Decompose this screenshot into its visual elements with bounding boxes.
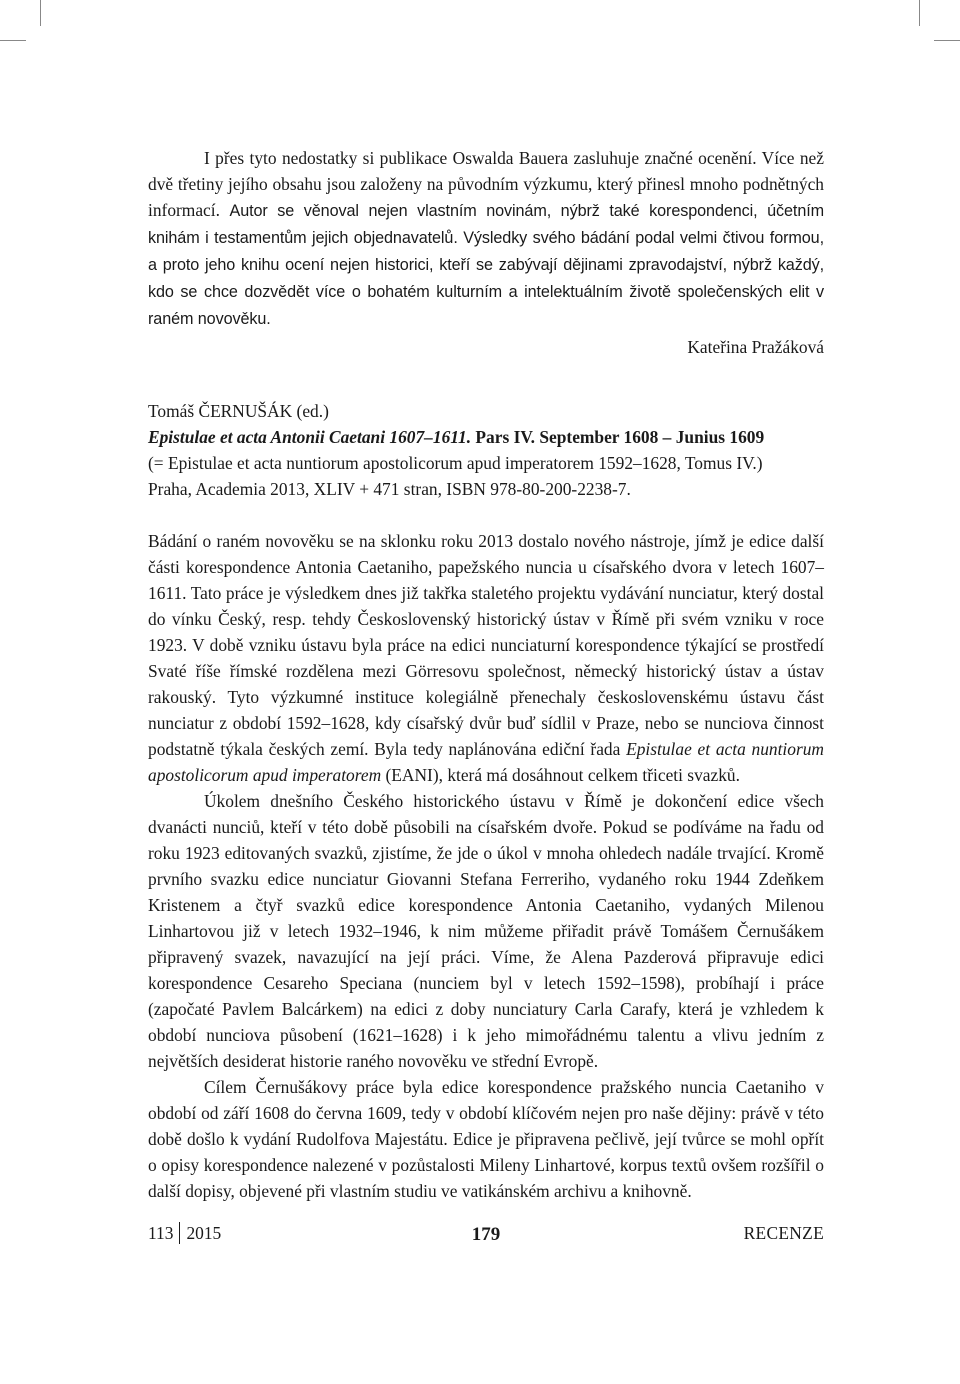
review-paragraph-2: Úkolem dnešního Českého historického ústavu v Římě je dokončení edice všech dvanácti nunciů, kteří v této době působili na císařském dvoře. Pokud se podíváme na řadu od roku 1923 editovaných svazků, zjistíme, že jde o úkol v mnoha ohledech nadále trvající. Kromě prvního svazku edice nunciatur Giovanni Stefana Ferreriho, vydaného roku 1944 Zdeňkem Kristenem a čtyř svazků edice korespondence Antonia Caetaniho, vydaných Milenou Linhartovou již v letech 1932–1946, k nim můžeme přiřadit právě Tomášem Černušákem připravený svazek, navazující na její práci. Víme, že Alena Pazderová připravuje edici korespondence Cesareho Speciana (nunciem byl v letech 1592–1598), probíhají i práce (započaté Pavlem Balcárkem) na edici z doby nunciatury Carla Carafy, která je vzhledem k období nunciova působení (1621–1628) i k jeho mimořádnému talentu a vlivu jedním z největších desiderat historie raného novověku ve střední Evropě. <box>148 791 824 1071</box>
bib-title-italic: Epistulae et acta Antonii Caetani 1607–1611. <box>148 427 472 447</box>
review-paragraph-1 <box>148 528 824 788</box>
crop-mark-top-left-vertical <box>40 0 41 26</box>
bib-series: (= Epistulae et acta nuntiorum apostolicorum apud imperatorem 1592–1628, Tomus IV.) <box>148 453 763 473</box>
bib-editor: Tomáš ČERNUŠÁK (ed.) <box>148 401 329 421</box>
reviewer-signature: Kateřina Pražáková <box>687 337 824 357</box>
review-paragraph-3: Cílem Černušákovy práce byla edice korespondence pražského nuncia Caetaniho v období od září 1608 do června 1609, tedy v období klíčovém nejen pro naše dějiny: právě v této době došlo k vydání Rudolfova Majestátu. Edice je připravena pečlivě, její tvůrce se mohl opřít o opisy korespondence nalezené v pozůstalosti Mileny Linhartové, korpus textů ovšem rozšířil o další dopisy, objevené při vlastním studiu ve vatikánském archivu a knihovně. <box>148 1077 824 1201</box>
intro-paragraph <box>148 145 824 332</box>
page-number: 179 <box>471 1224 501 1245</box>
review-p1-end: (EANI), která má dosáhnout celkem třiceti svazků. <box>381 765 740 785</box>
page-body <box>148 145 824 1204</box>
crop-mark-top-right-horizontal <box>934 40 960 41</box>
bib-title <box>148 424 824 450</box>
footer-year: 2015 <box>186 1223 222 1243</box>
intro-sans-text: Autor se věnoval nejen vlastním novinám, nýbrž také korespondenci, účetním knihám i testamentům jejich objednavatelů. Výsledky svého bádání podal velmi čtivou formou, a proto jeho knihu ocení nejen historici, kteří se zabývají dějinami zpravodajství, nýbrž každý, kdo se chce dozvědět více o bohatém kulturním a intelektuálním životě společenských elit v raném novověku. <box>148 202 825 328</box>
review-p1-text: Bádání o raném novověku se na sklonku roku 2013 dostalo nového nástroje, jímž je edice další části korespondence Antonia Caetaniho, papežského nuncia u císařského dvora v letech 1607–1611. Tato práce je výsledkem dnes již takřka staletého projektu vydávání nunciatur, který dostal do vínku Český, resp. tehdy Československý historický ústav v Římě při svém vzniku v roce 1923. V době vzniku ústavu byla práce na edici nunciaturní korespondence týkající se prostředí Svaté říše římské rozdělena mezi Görresovu společnost, německý historický ústav a ústav rakouský. Tyto výzkumné instituce kolegiálně přenechaly československému ústavu část nunciatur z období 1592–1628, kdy císařský dvůr buď sídlil v Praze, nebo se nunciova činnost podstatně týkala českých zemí. Byla tedy naplánována ediční řada <box>148 531 824 759</box>
review-p1-italic: Epistulae et acta nuntiorum apostolicorum apud imperatorem <box>148 739 824 785</box>
intro-serif-text: I přes tyto nedostatky si publikace Oswalda Bauera zasluhuje značné ocenění. Více než dvě třetiny jejího obsahu jsou založeny na původním výzkumu, který přinesl mnoho podnětných informací. <box>148 148 824 220</box>
review-text <box>148 528 824 1204</box>
crop-mark-top-left-horizontal <box>0 40 26 41</box>
page-footer <box>148 1216 824 1246</box>
bibliographic-entry <box>148 398 824 502</box>
section-label: RECENZE <box>743 1223 824 1243</box>
bib-publication: Praha, Academia 2013, XLIV + 471 stran, ISBN 978-80-200-2238-7. <box>148 479 631 499</box>
crop-mark-top-right-vertical <box>919 0 920 26</box>
bib-title-rest: Pars IV. September 1608 – Junius 1609 <box>471 427 765 447</box>
footer-volume: 113 <box>148 1223 174 1243</box>
